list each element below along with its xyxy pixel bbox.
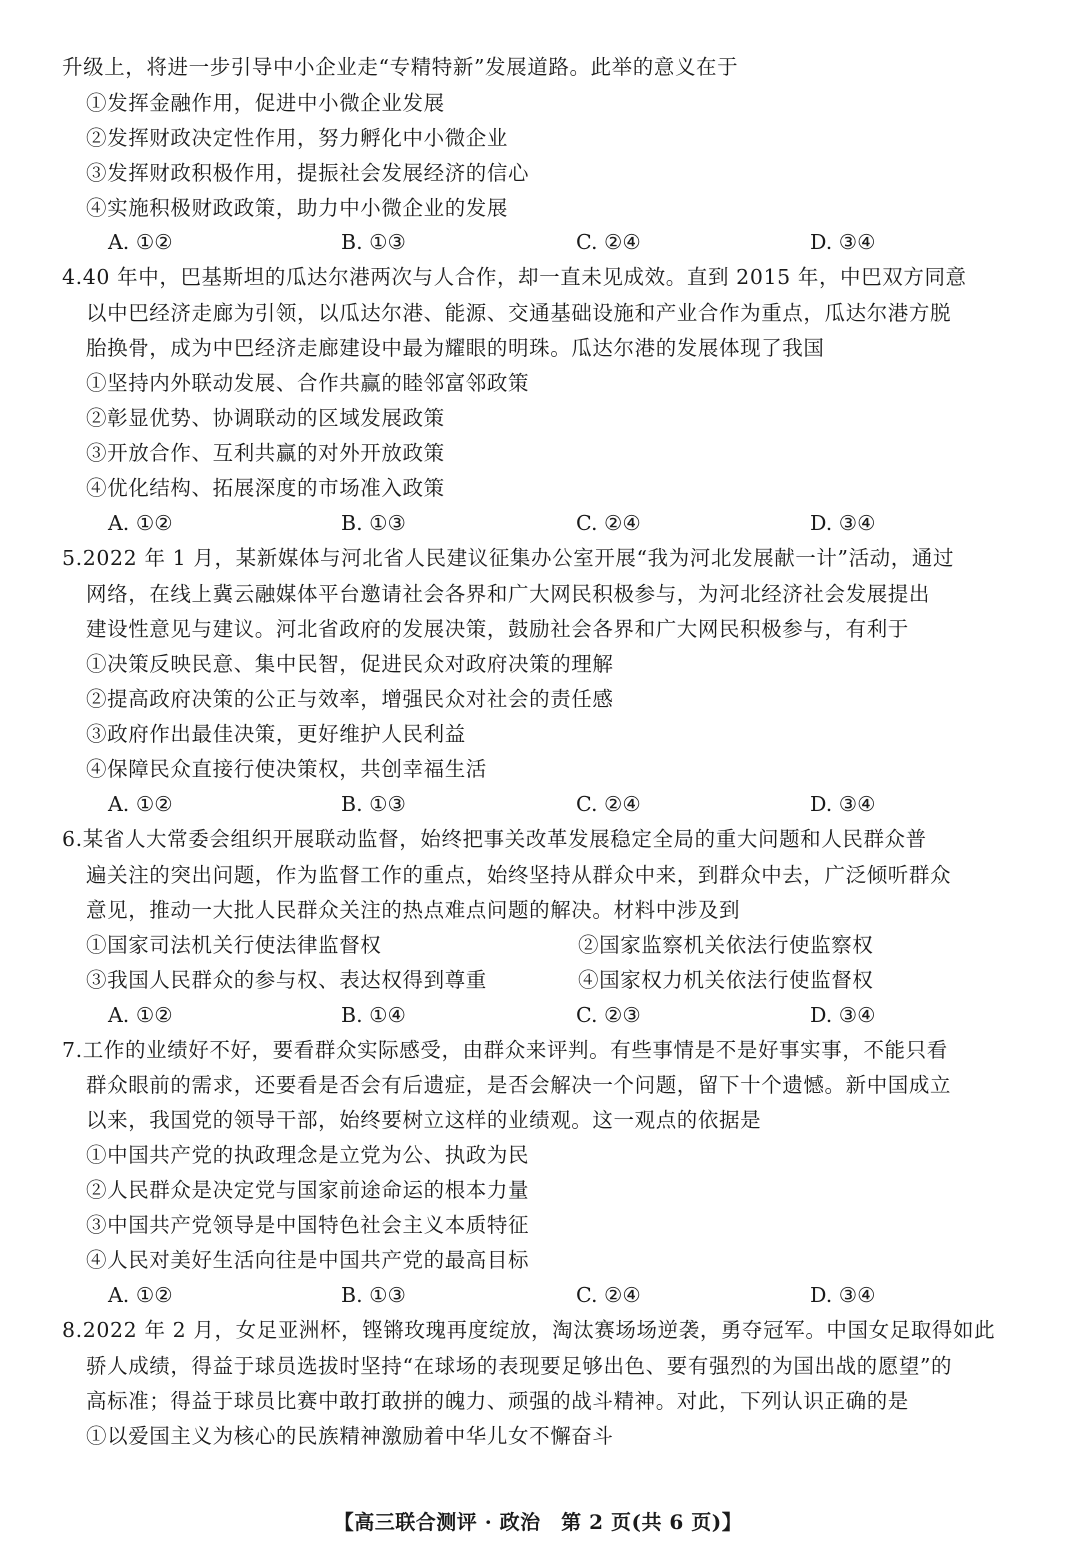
q7-option-a: A. ①② — [108, 1283, 173, 1307]
q7-stem-1: 7.工作的业绩好不好，要看群众实际感受，由群众来评判。有些事情是不是好事实事，不能只看 — [62, 1038, 948, 1062]
q7-option-d: D. ③④ — [810, 1283, 876, 1307]
q8-stem-1: 8.2022 年 2 月，女足亚洲杯，铿锵玫瑰再度绽放，淘汰赛场场逆袭，勇夺冠军。中国女足取得如此 — [62, 1318, 996, 1342]
q6-option-a: A. ①② — [108, 1003, 173, 1027]
q5-stem-1: 5.2022 年 1 月，某新媒体与河北省人民建议征集办公室开展“我为河北发展献一计”活动，通过 — [62, 546, 955, 570]
q7-choice-4: ④人民对美好生活向往是中国共产党的最高目标 — [86, 1248, 530, 1272]
q3-option-d: D. ③④ — [810, 230, 876, 254]
q5-option-c: C. ②④ — [576, 792, 641, 816]
q6-option-d: D. ③④ — [810, 1003, 876, 1027]
q5-choice-4: ④保障民众直接行使决策权，共创幸福生活 — [86, 757, 487, 781]
q7-option-b: B. ①③ — [341, 1283, 406, 1307]
q5-choice-2: ②提高政府决策的公正与效率，增强民众对社会的责任感 — [86, 687, 614, 711]
q6-stem-1: 6.某省人大常委会组织开展联动监督，始终把事关改革发展稳定全局的重大问题和人民群众普 — [62, 827, 927, 851]
q4-option-b: B. ①③ — [341, 511, 406, 535]
q7-stem-2: 群众眼前的需求，还要看是否会有后遗症，是否会解决一个问题，留下十个遗憾。新中国成立 — [86, 1073, 952, 1097]
q6-stem-2: 遍关注的突出问题，作为监督工作的重点，始终坚持从群众中来，到群众中去，广泛倾听群众 — [86, 863, 952, 887]
q7-stem-3: 以来，我国党的领导干部，始终要树立这样的业绩观。这一观点的依据是 — [86, 1108, 762, 1132]
q4-choice-1: ①坚持内外联动发展、合作共赢的睦邻富邻政策 — [86, 371, 530, 395]
intro-tail-line: 升级上，将进一步引导中小企业走“专精特新”发展道路。此举的意义在于 — [62, 55, 739, 79]
q3-option-b: B. ①③ — [341, 230, 406, 254]
q6-choice-4: ④国家权力机关依法行使监督权 — [578, 968, 874, 992]
q8-choice-1: ①以爱国主义为核心的民族精神激励着中华儿女不懈奋斗 — [86, 1424, 614, 1448]
q5-stem-3: 建设性意见与建议。河北省政府的发展决策，鼓励社会各界和广大网民积极参与，有利于 — [86, 617, 909, 641]
q3-option-c: C. ②④ — [576, 230, 641, 254]
q3-option-a: A. ①② — [108, 230, 173, 254]
q6-choice-1: ①国家司法机关行使法律监督权 — [86, 933, 382, 957]
q5-option-d: D. ③④ — [810, 792, 876, 816]
q8-stem-3: 高标准；得益于球员比赛中敢打敢拼的魄力、顽强的战斗精神。对此，下列认识正确的是 — [86, 1389, 909, 1413]
q7-choice-3: ③中国共产党领导是中国特色社会主义本质特征 — [86, 1213, 530, 1237]
q4-option-a: A. ①② — [108, 511, 173, 535]
q4-stem-1: 4.40 年中，巴基斯坦的瓜达尔港两次与人合作，却一直未见成效。直到 2015 年，中巴双方同意 — [62, 265, 967, 289]
q6-choice-2: ②国家监察机关依法行使监察权 — [578, 933, 874, 957]
q4-choice-3: ③开放合作、互利共赢的对外开放政策 — [86, 441, 445, 465]
page-footer: 【高三联合测评 · 政治 第 2 页(共 6 页)】 — [333, 1510, 743, 1534]
q7-choice-1: ①中国共产党的执政理念是立党为公、执政为民 — [86, 1143, 530, 1167]
q6-option-b: B. ①④ — [341, 1003, 406, 1027]
q5-option-b: B. ①③ — [341, 792, 406, 816]
q7-option-c: C. ②④ — [576, 1283, 641, 1307]
q5-choice-3: ③政府作出最佳决策，更好维护人民利益 — [86, 722, 466, 746]
q7-choice-2: ②人民群众是决定党与国家前途命运的根本力量 — [86, 1178, 530, 1202]
q8-stem-2: 骄人成绩，得益于球员选拔时坚持“在球场的表现要足够出色、要有强烈的为国出战的愿望”的 — [86, 1354, 953, 1378]
q6-stem-3: 意见，推动一大批人民群众关注的热点难点问题的解决。材料中涉及到 — [86, 898, 741, 922]
q3-choice-3: ③发挥财政积极作用，提振社会发展经济的信心 — [86, 161, 530, 185]
q5-choice-1: ①决策反映民意、集中民智，促进民众对政府决策的理解 — [86, 652, 614, 676]
q5-stem-2: 网络，在线上冀云融媒体平台邀请社会各界和广大网民积极参与，为河北经济社会发展提出 — [86, 582, 930, 606]
q4-stem-3: 胎换骨，成为中巴经济走廊建设中最为耀眼的明珠。瓜达尔港的发展体现了我国 — [86, 336, 825, 360]
q4-option-d: D. ③④ — [810, 511, 876, 535]
q4-stem-2: 以中巴经济走廊为引领，以瓜达尔港、能源、交通基础设施和产业合作为重点，瓜达尔港方脱 — [86, 301, 952, 325]
q4-option-c: C. ②④ — [576, 511, 641, 535]
q4-choice-2: ②彰显优势、协调联动的区域发展政策 — [86, 406, 445, 430]
q3-choice-4: ④实施积极财政政策，助力中小微企业的发展 — [86, 196, 508, 220]
q3-choice-2: ②发挥财政决定性作用，努力孵化中小微企业 — [86, 126, 508, 150]
q5-option-a: A. ①② — [108, 792, 173, 816]
q3-choice-1: ①发挥金融作用，促进中小微企业发展 — [86, 91, 445, 115]
q4-choice-4: ④优化结构、拓展深度的市场准入政策 — [86, 476, 445, 500]
q6-choice-3: ③我国人民群众的参与权、表达权得到尊重 — [86, 968, 487, 992]
q6-option-c: C. ②③ — [576, 1003, 641, 1027]
